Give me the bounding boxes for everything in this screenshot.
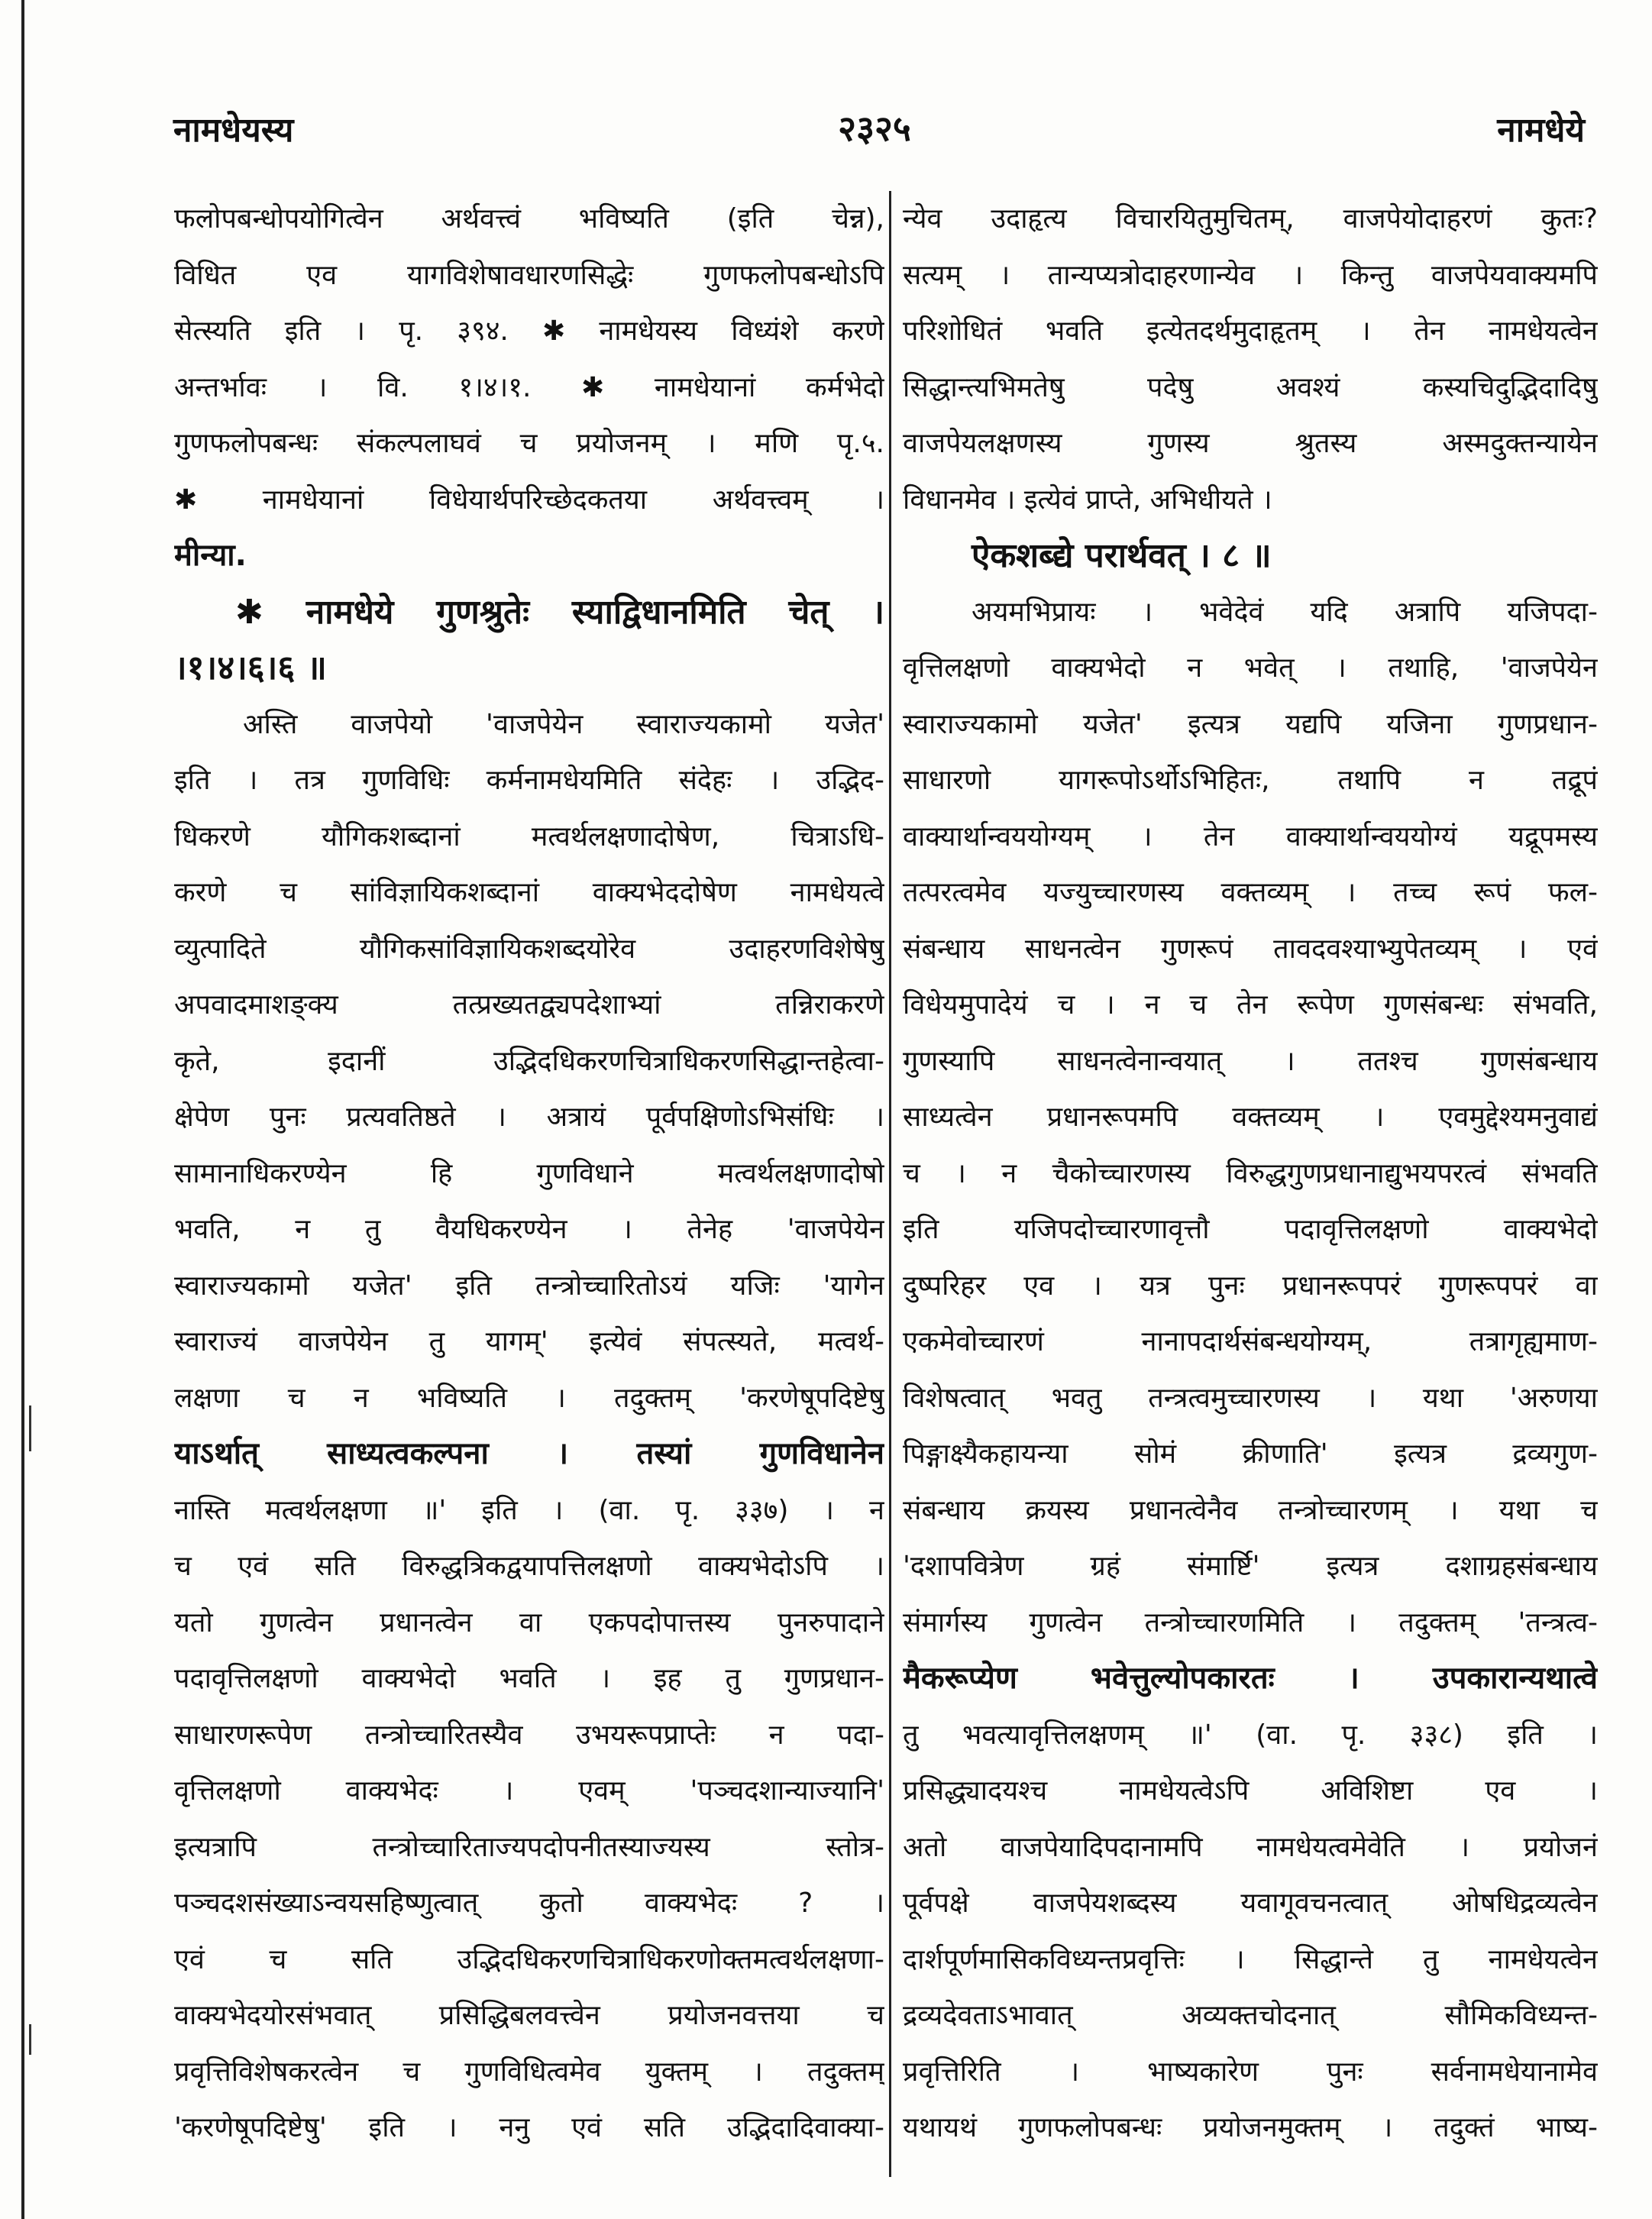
text-line: धिकरणे यौगिकशब्दानां मत्वर्थलक्षणादोषेण, चित्राऽधि-	[174, 820, 884, 852]
text-line: कृते, इदानीं उद्भिदधिकरणचित्राधिकरणसिद्धान्तहेत्वा-	[174, 1045, 884, 1077]
header-right: नामधेये	[1497, 111, 1585, 150]
header-left: नामधेयस्य	[173, 111, 294, 150]
text-line: अयमभिप्रायः । भवेदेवं यदि अत्रापि यजिपदा-	[971, 596, 1598, 628]
right-column	[903, 191, 1598, 2208]
text-line: अस्ति वाजपेयो 'वाजपेयेन स्वाराज्यकामो यजेत'	[243, 708, 884, 740]
text-line: साधारणरूपेण तन्त्रोच्चारितस्यैव उभयरूपप्राप्तेः न पदा-	[174, 1719, 884, 1751]
text-line: ✱ नामधेयानां विधेयार्थपरिच्छेदकतया अर्थवत्त्वम् ।	[174, 484, 884, 516]
text-line: नास्ति मत्वर्थलक्षणा ॥' इति । (वा. पृ. ३३७) । न	[174, 1494, 884, 1526]
text-line: दार्शपूर्णमासिकविध्यन्तप्रवृत्तिः । सिद्धान्ते तु नामधेयत्वेन	[903, 1943, 1598, 1975]
text-line: संबन्धाय साधनत्वेन गुणरूपं तावदवश्याभ्युपेतव्यम् । एवं	[903, 933, 1598, 965]
text-line: गुणस्यापि साधनत्वेनान्वयात् । ततश्च गुणसंबन्धाय	[903, 1045, 1598, 1077]
text-line: इति । तत्र गुणविधिः कर्मनामधेयमिति संदेहः । उद्भिद-	[174, 765, 884, 796]
text-line: गुणफलोपबन्धः संकल्पलाघवं च प्रयोजनम् । मणि पृ.५.	[174, 428, 884, 459]
text-line: च एवं सति विरुद्धत्रिकद्वयापत्तिलक्षणो वाक्यभेदोऽपि ।	[174, 1551, 884, 1582]
quoted-verse: याऽर्थात् साध्यत्वकल्पना । तस्यां गुणविधानेन	[174, 1436, 884, 1471]
text-line: च । न चैकोच्चारणस्य विरुद्धगुणप्रधानाद्युभयपरत्वं संभवति	[903, 1157, 1598, 1189]
text-line: तत्परत्वमेव यज्युच्चारणस्य वक्तव्यम् । तच्च रूपं फल-	[903, 877, 1598, 908]
text-line: प्रवृत्तिविशेषकरत्वेन च गुणविधित्वमेव युक्तम् । तदुक्तम्	[174, 2056, 884, 2088]
text-line: स्वाराज्यकामो यजेत' इति तन्त्रोच्चारितोऽयं यजिः 'यागेन	[174, 1270, 884, 1302]
text-line: वाक्यभेदयोरसंभवात् प्रसिद्धिबलवत्त्वेन प्रयोजनवत्तया च	[174, 2000, 884, 2031]
text-line: 'दशापवित्रेण ग्रहं संमार्ष्टि' इत्यत्र दशाग्रहसंबन्धाय	[903, 1551, 1598, 1582]
text-line: एकमेवोच्चारणं नानापदार्थसंबन्धयोग्यम्, तत्रागृह्यमाण-	[903, 1326, 1598, 1357]
text-line: द्रव्यदेवताऽभावात् अव्यक्तचोदनात् सौमिकविध्यन्त-	[903, 2000, 1598, 2031]
column-divider	[889, 191, 891, 2177]
text-line: व्युत्पादिते यौगिकसांविज्ञायिकशब्दयोरेव उदाहरणविशेषेषु	[174, 933, 884, 965]
text-line: विधानमेव । इत्येवं प्राप्ते, अभिधीयते ।	[903, 484, 1272, 516]
quoted-verse: मैकरूप्येण भवेत्तुल्योपकारतः । उपकारान्यथात्वे	[903, 1661, 1598, 1696]
text-line: एवं च सति उद्भिदधिकरणचित्राधिकरणोक्तमत्वर्थलक्षणा-	[174, 1943, 884, 1975]
text-line: पिङ्गाक्ष्यैकहायन्या सोमं क्रीणाति' इत्यत्र द्रव्यगुण-	[903, 1438, 1598, 1470]
text-line: करणे च सांविज्ञायिकशब्दानां वाक्यभेददोषेण नामधेयत्वे	[174, 877, 884, 908]
text-line: संबन्धाय क्रयस्य प्रधानत्वेनैव तन्त्रोच्चारणम् । यथा च	[903, 1494, 1598, 1526]
page-number: २३२५	[838, 108, 911, 149]
text-line: पदावृत्तिलक्षणो वाक्यभेदो भवति । इह तु गुणप्रधान-	[174, 1663, 884, 1694]
text-line: इत्यत्रापि तन्त्रोच्चारिताज्यपदोपनीतस्याज्यस्य स्तोत्र-	[174, 1831, 884, 1863]
text-line: विशेषत्वात् भवतु तन्त्रत्वमुच्चारणस्य । यथा 'अरुणया	[903, 1382, 1598, 1414]
text-line: स्वाराज्यं वाजपेयेन तु यागम्' इत्येवं संपत्स्यते, मत्वर्थ-	[174, 1326, 884, 1357]
text-line: विधेयमुपादेयं च । न च तेन रूपेण गुणसंबन्धः संभवति,	[903, 989, 1598, 1021]
text-line: मीन्या.	[174, 538, 247, 573]
text-line: वृत्तिलक्षणो वाक्यभेदः । एवम् 'पञ्चदशान्याज्यानि'	[174, 1775, 884, 1807]
text-line: स्वाराज्यकामो यजेत' इत्यत्र यद्यपि यजिना गुणप्रधान-	[903, 708, 1598, 740]
text-line: सिद्धान्त्यभिमतेषु पदेषु अवश्यं कस्यचिदुद्भिदादिषु	[903, 371, 1598, 403]
text-line: लक्षणा च न भविष्यति । तदुक्तम् 'करणेषूपदिष्टेषु	[174, 1382, 884, 1414]
running-head	[164, 98, 1585, 151]
text-line: अन्तर्भावः । वि. १।४।१. ✱ नामधेयानां कर्मभेदो	[174, 371, 884, 403]
text-line: सेत्स्यति इति । पृ. ३९४. ✱ नामधेयस्य विध्यंशे करणे	[174, 315, 884, 347]
text-line: वाक्यार्थान्वययोग्यम् । तेन वाक्यार्थान्वययोग्यं यद्रूपमस्य	[903, 820, 1598, 852]
binding-mark	[29, 1405, 31, 1451]
text-line: सत्यम् । तान्यप्यत्रोदाहरणान्येव । किन्तु वाजपेयवाक्यमपि	[903, 259, 1598, 291]
text-line: 'करणेषूपदिष्टेषु' इति । ननु एवं सति उद्भिदादिवाक्या-	[174, 2112, 884, 2143]
text-line: क्षेपेण पुनः प्रत्यवतिष्ठते । अत्रायं पूर्वपक्षिणोऽभिसंधिः ।	[174, 1101, 884, 1133]
text-line: वृत्तिलक्षणो वाक्यभेदो न भवेत् । तथाहि, 'वाजपेयेन	[903, 652, 1598, 684]
text-line: संमार्गस्य गुणत्वेन तन्त्रोच्चारणमिति । तदुक्तम् 'तन्त्रत्व-	[903, 1606, 1598, 1638]
text-line: न्येव उदाहृत्य विचारयितुमुचितम्, वाजपेयोदाहरणं कुतः?	[903, 203, 1598, 235]
binding-edge	[21, 0, 24, 2219]
text-line: साध्यत्वेन प्रधानरूपमपि वक्तव्यम् । एवमुद्देश्यमनुवाद्यं	[903, 1101, 1598, 1133]
text-line: अतो वाजपेयादिपदानामपि नामधेयत्वमेवेति । प्रयोजनं	[903, 1831, 1598, 1863]
text-line: यतो गुणत्वेन प्रधानत्वेन वा एकपदोपात्तस्य पुनरुपादाने	[174, 1606, 884, 1638]
text-line: विधित एव यागविशेषावधारणसिद्धेः गुणफलोपबन्धोऽपि	[174, 259, 884, 291]
text-line: साधारणो यागरूपोऽर्थोऽभिहितः, तथापि न तद्रूपं	[903, 765, 1598, 796]
binding-mark	[29, 2024, 31, 2055]
text-line: दुष्परिहर एव । यत्र पुनः प्रधानरूपपरं गुणरूपपरं वा	[903, 1270, 1598, 1302]
text-line: पञ्चदशसंख्याऽन्वयसहिष्णुत्वात् कुतो वाक्यभेदः ? ।	[174, 1887, 884, 1919]
text-line: प्रवृत्तिरिति । भाष्यकारेण पुनः सर्वनामधेयानामेव	[903, 2056, 1598, 2088]
left-column	[174, 191, 884, 2208]
text-line: यथायथं गुणफलोपबन्धः प्रयोजनमुक्तम् । तदुक्तं भाष्य-	[903, 2112, 1598, 2143]
text-line: तु भवत्यावृत्तिलक्षणम् ॥' (वा. पृ. ३३८) इति ।	[903, 1719, 1598, 1751]
sutra-number: ।१।४।६।६ ॥	[174, 649, 327, 687]
sutra-heading: ✱ नामधेये गुणश्रुतेः स्याद्विधानमिति चेत् ।	[235, 592, 884, 632]
text-line: वाजपेयलक्षणस्य गुणस्य श्रुतस्य अस्मदुक्तन्यायेन	[903, 428, 1598, 459]
text-line: अपवादमाशङ्क्य तत्प्रख्यतद्व्यपदेशाभ्यां तन्निराकरणे	[174, 989, 884, 1021]
text-line: सामानाधिकरण्येन हि गुणविधाने मत्वर्थलक्षणादोषो	[174, 1157, 884, 1189]
text-line: फलोपबन्धोपयोगित्वेन अर्थवत्त्वं भविष्यति (इति चेन्न),	[174, 203, 884, 235]
text-line: पूर्वपक्षे वाजपेयशब्दस्य यवागूवचनत्वात् ओषधिद्रव्यत्वेन	[903, 1887, 1598, 1919]
text-line: परिशोधितं भवति इत्येतदर्थमुदाहृतम् । तेन नामधेयत्वेन	[903, 315, 1598, 347]
sutra-heading: ऐकशब्द्ये परार्थवत् । ८ ॥	[971, 536, 1272, 575]
text-line: प्रसिद्ध्यादयश्च नामधेयत्वेऽपि अविशिष्टा एव ।	[903, 1775, 1598, 1807]
text-line: भवति, न तु वैयधिकरण्येन । तेनेह 'वाजपेयेन	[174, 1214, 884, 1245]
text-line: इति यजिपदोच्चारणावृत्तौ पदावृत्तिलक्षणो वाक्यभेदो	[903, 1214, 1598, 1245]
